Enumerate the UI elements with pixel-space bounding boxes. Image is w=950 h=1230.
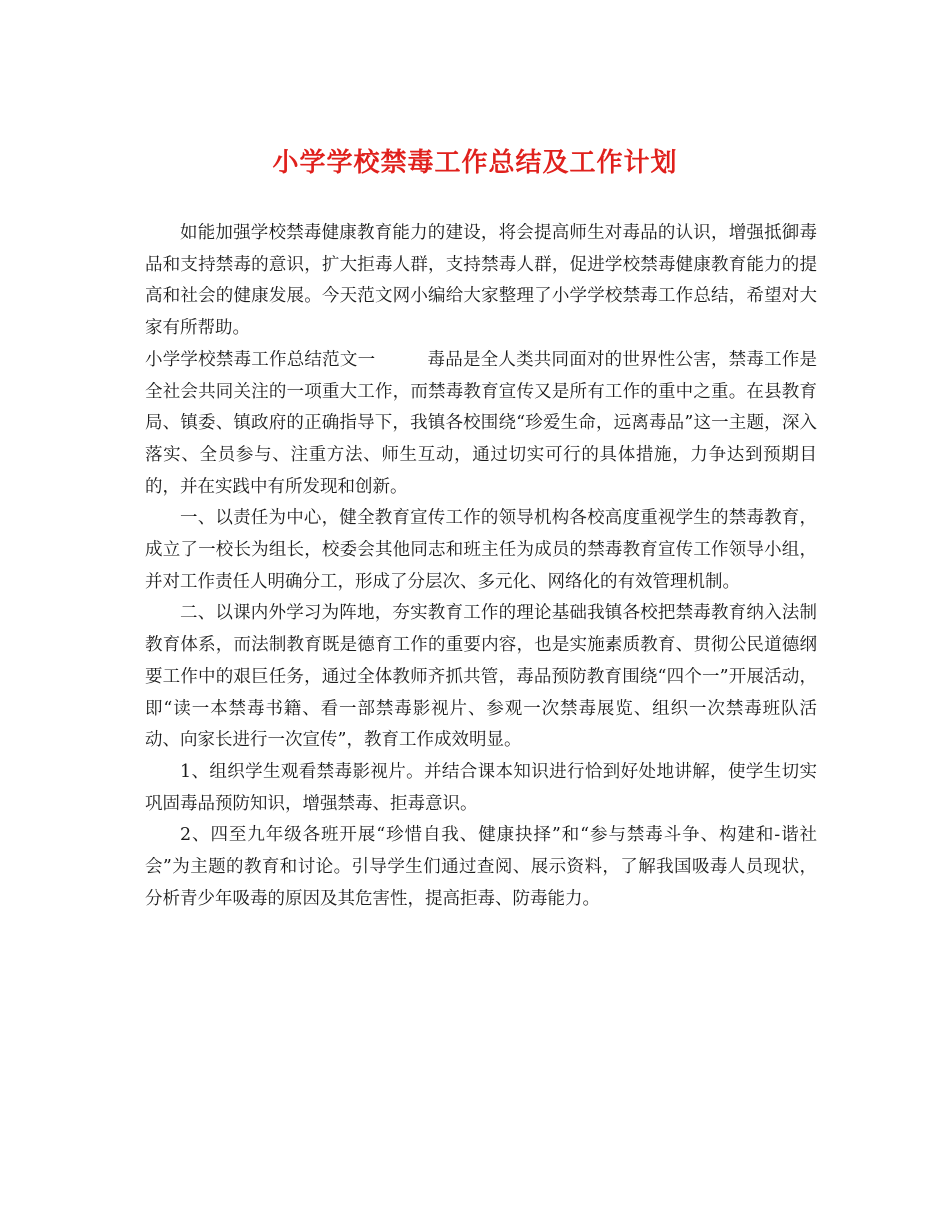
sample-paragraph xyxy=(145,345,817,504)
document-title: 小学学校禁毒工作总结及工作计划 xyxy=(272,148,678,178)
document-body xyxy=(145,218,817,915)
item-2-paragraph: 2、四至九年级各班开展“珍惜自我、健康抉择”和“参与禁毒斗争、构建和-谐社会”为主题的教育和讨论。引导学生们通过查阅、展示资料，了解我国吸毒人员现状，分析青少年吸毒的原因及其危害性，提高拒毒、防毒能力。 xyxy=(145,825,817,909)
sample-heading: 小学学校禁毒工作总结范文一 xyxy=(145,349,376,370)
section-2-paragraph: 二、以课内外学习为阵地，夯实教育工作的理论基础我镇各校把禁毒教育纳入法制教育体系，而法制教育既是德育工作的重要内容，也是实施素质教育、贯彻公民道德纲要工作中的艰巨任务，通过全体教师齐抓共管，毒品预防教育围绕“四个一”开展活动，即“读一本禁毒书籍、看一部禁毒影视片、参观一次禁毒展览、组织一次禁毒班队活动、向家长进行一次宣传”，教育工作成效明显。 xyxy=(145,603,817,751)
section-1-paragraph: 一、以责任为中心，健全教育宣传工作的领导机构各校高度重视学生的禁毒教育，成立了一校长为组长，校委会其他同志和班主任为成员的禁毒教育宣传工作领导小组，并对工作责任人明确分工，形成了分层次、多元化、网络化的有效管理机制。 xyxy=(145,508,817,592)
item-1-paragraph: 1、组织学生观看禁毒影视片。并结合课本知识进行恰到好处地讲解，使学生切实巩固毒品预防知识，增强禁毒、拒毒意识。 xyxy=(145,761,817,814)
intro-paragraph: 如能加强学校禁毒健康教育能力的建设，将会提高师生对毒品的认识，增强抵御毒品和支持禁毒的意识，扩大拒毒人群，支持禁毒人群，促进学校禁毒健康教育能力的提高和社会的健康发展。今天范文网小编给大家整理了小学学校禁毒工作总结，希望对大家有所帮助。 xyxy=(145,223,817,339)
sample-lead-text: 毒品是全人类共同面对的世界性公害，禁毒工作是全社会共同关注的一项重大工作，而禁毒教育宣传又是所有工作的重中之重。在县教育局、镇委、镇政府的正确指导下，我镇各校围绕“珍爱生命，远离毒品”这一主题，深入落实、全员参与、注重方法、师生互动，通过切实可行的具体措施，力争达到预期目的，并在实践中有所发现和创新。 xyxy=(145,349,818,497)
